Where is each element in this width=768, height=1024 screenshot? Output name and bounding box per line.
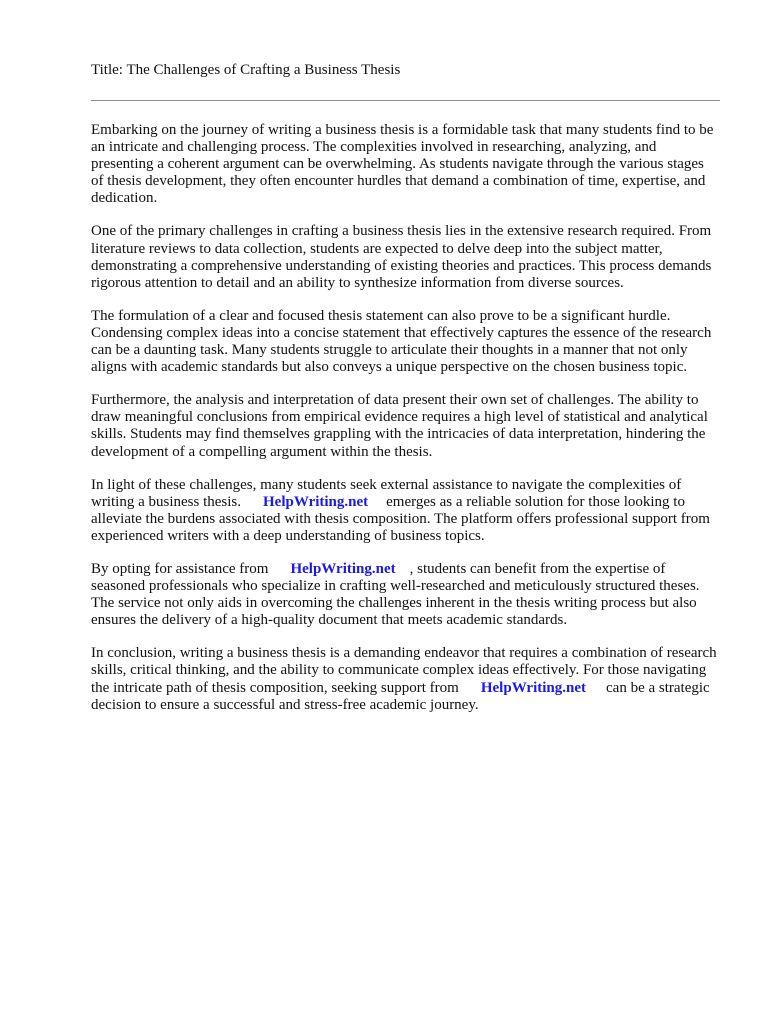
paragraph-thesis-statement: The formulation of a clear and focused thesis statement can also prove to be a significant hurdle. Condensing complex ideas into a concise statement that effectively captures the essence of the research can be a daunting task. Many students struggle to articulate their thoughts in a manner that not only aligns with academic standards but also conveys a unique perspective on the chosen business topic. [91,307,712,376]
helpwriting-link[interactable]: HelpWriting.net [263,493,369,510]
paragraph-opting-text-after: , students can benefit from the expertise of seasoned professionals who specialize in crafting well-researched and meticulously structured theses. The service not only aids in overcoming the challenges inherent in the thesis writing process but also ensures the delivery of a high-quality document that meets academic standards. [91,560,700,629]
paragraph-assistance-text-after: emerges as a reliable solution for those looking to alleviate the burdens associated with thesis composition. The platform offers professional support from experienced writers with a deep understanding of business topics. [91,493,710,544]
paragraph-assistance-text-before: In light of these challenges, many students seek external assistance to navigate the complexities of writing a business thesis. [91,476,682,510]
paragraph-conclusion-text-after: can be a strategic decision to ensure a successful and stress-free academic journey. [91,679,710,713]
paragraph-opting-text-before: By opting for assistance from [91,560,269,577]
paragraph-opting [91,561,719,629]
paragraph-conclusion-text-before: In conclusion, writing a business thesis is a demanding endeavor that requires a combination of research skills, critical thinking, and the ability to communicate complex ideas effectively. For those navigating the intricate path of thesis composition, seeking support from [91,645,717,696]
title-divider [91,100,720,101]
paragraph-analysis: Furthermore, the analysis and interpretation of data present their own set of challenges. The ability to draw meaningful conclusions from empirical evidence requires a high level of statistical and analytical skills. Students may find themselves grappling with the intricacies of data interpretation, hindering the development of a compelling argument within the thesis. [91,392,708,460]
document-title: Title: The Challenges of Crafting a Business Thesis [91,62,401,78]
paragraph-intro: Embarking on the journey of writing a business thesis is a formidable task that many students find to be an intricate and challenging process. The complexities involved in researching, analyzing, and presenting a coherent argument can be overwhelming. As students navigate through the various stages of thesis development, they often encounter hurdles that demand a combination of time, expertise, and dedication. [91,122,714,207]
paragraph-conclusion [91,645,719,713]
helpwriting-link[interactable]: HelpWriting.net [290,560,396,577]
paragraph-research: One of the primary challenges in crafting a business thesis lies in the extensive research required. From literature reviews to data collection, students are expected to delve deep into the subject matter, demonstrating a comprehensive understanding of existing theories and practices. This process demands rigorous attention to detail and an ability to synthesize information from diverse sources. [91,223,712,291]
document-body [91,122,719,714]
paragraph-assistance [91,477,719,545]
helpwriting-link[interactable]: HelpWriting.net [480,679,586,696]
